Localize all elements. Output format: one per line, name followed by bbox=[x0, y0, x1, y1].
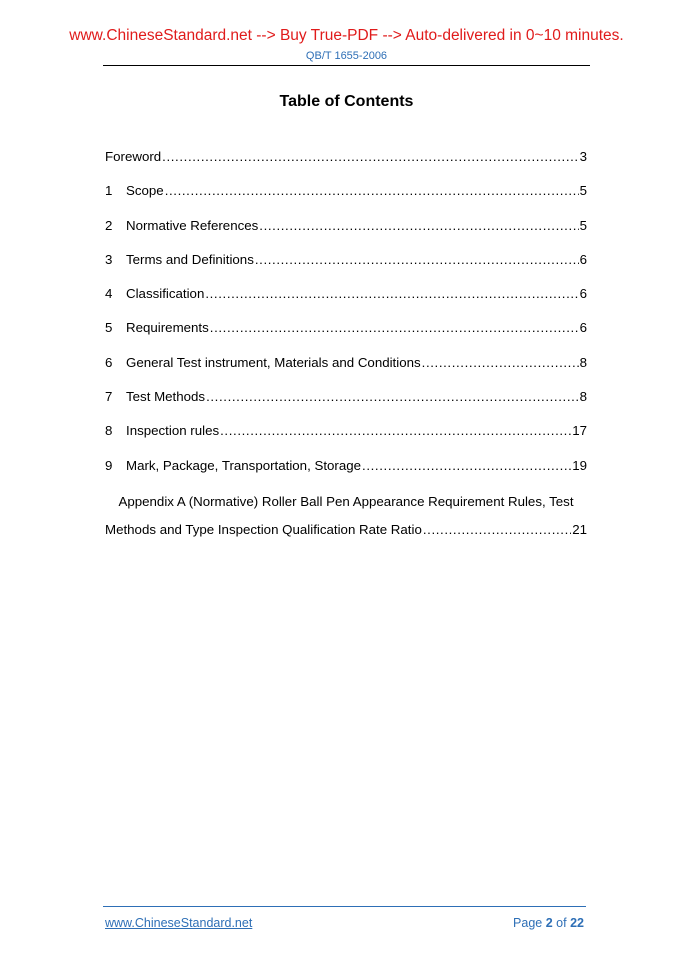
toc-entry-label: Scope bbox=[126, 183, 164, 199]
total-page-count: 22 bbox=[570, 916, 584, 930]
toc-entry-page: 19 bbox=[572, 457, 587, 473]
toc-entry-page: 3 bbox=[579, 149, 587, 164]
header-divider bbox=[103, 65, 590, 66]
toc-entry-test-methods[interactable] bbox=[105, 389, 587, 423]
toc-entry-number: 1 bbox=[105, 183, 113, 199]
toc-entry-label: Terms and Definitions bbox=[126, 251, 254, 267]
toc-entry-label: Normative References bbox=[126, 217, 259, 233]
dot-leader bbox=[210, 320, 579, 335]
toc-entry-terms-definitions[interactable] bbox=[105, 252, 587, 286]
toc-entry-page: 6 bbox=[579, 320, 587, 336]
toc-entry-mark-package[interactable] bbox=[105, 458, 587, 492]
toc-entry-page: 6 bbox=[579, 286, 587, 302]
dot-leader bbox=[220, 423, 571, 438]
toc-entry-number: 6 bbox=[105, 354, 113, 370]
toc-entry-label: Test Methods bbox=[126, 389, 206, 405]
dot-leader bbox=[423, 522, 571, 537]
toc-entry-normative-references[interactable] bbox=[105, 218, 587, 252]
toc-entry-foreword[interactable] bbox=[105, 149, 587, 183]
toc-entry-classification[interactable] bbox=[105, 286, 587, 320]
toc-entry-number: 5 bbox=[105, 320, 113, 336]
toc-entry-label: Mark, Package, Transportation, Storage bbox=[126, 457, 362, 473]
toc-entry-requirements[interactable] bbox=[105, 320, 587, 354]
dot-leader bbox=[165, 183, 579, 198]
table-of-contents bbox=[105, 149, 587, 556]
footer-divider bbox=[103, 906, 586, 907]
page-of-label: of bbox=[556, 916, 567, 930]
page-title: Table of Contents bbox=[279, 93, 414, 110]
toc-entry-label: Foreword bbox=[105, 149, 162, 164]
toc-entry-label: Appendix A (Normative) Roller Ball Pen Appearance Requirement Rules, Test bbox=[118, 493, 574, 509]
toc-entry-label: Methods and Type Inspection Qualification Rate Ratio bbox=[105, 521, 422, 537]
toc-entry-appendix-line2 bbox=[105, 522, 587, 556]
dot-leader bbox=[255, 252, 579, 267]
toc-entry-number: 3 bbox=[105, 251, 113, 267]
toc-entry-label: Classification bbox=[126, 286, 205, 302]
toc-entry-inspection-rules[interactable] bbox=[105, 423, 587, 457]
dot-leader bbox=[205, 286, 578, 301]
page-indicator bbox=[513, 916, 584, 930]
toc-entry-page: 5 bbox=[579, 217, 587, 233]
toc-entry-page: 17 bbox=[572, 423, 587, 439]
toc-entry-number: 8 bbox=[105, 423, 113, 439]
toc-entry-label: Requirements bbox=[126, 320, 209, 336]
dot-leader bbox=[162, 149, 578, 164]
toc-entry-page: 6 bbox=[579, 251, 587, 267]
toc-entry-number: 9 bbox=[105, 457, 113, 473]
toc-entry-page: 8 bbox=[579, 389, 587, 405]
promo-banner[interactable]: www.ChineseStandard.net --> Buy True-PDF --> Auto-delivered in 0~10 minutes. bbox=[69, 27, 624, 44]
toc-entry-label: Inspection rules bbox=[126, 423, 220, 439]
toc-entry-scope[interactable] bbox=[105, 183, 587, 217]
toc-entry-number: 2 bbox=[105, 217, 113, 233]
toc-entry-number: 7 bbox=[105, 389, 113, 405]
toc-entry-label: General Test instrument, Materials and Conditions bbox=[126, 354, 421, 370]
toc-entry-page: 21 bbox=[572, 521, 587, 537]
dot-leader bbox=[422, 355, 579, 370]
current-page-number: 2 bbox=[545, 916, 553, 930]
page-label: Page bbox=[513, 916, 543, 930]
dot-leader bbox=[362, 458, 571, 473]
toc-entry-page: 8 bbox=[579, 354, 587, 370]
toc-entry-general-test[interactable] bbox=[105, 355, 587, 389]
toc-entry-appendix-a[interactable] bbox=[105, 492, 587, 556]
dot-leader bbox=[259, 218, 578, 233]
document-id: QB/T 1655-2006 bbox=[305, 50, 388, 62]
toc-entry-page: 5 bbox=[579, 183, 587, 199]
footer-website-link[interactable]: www.ChineseStandard.net bbox=[105, 916, 253, 930]
dot-leader bbox=[206, 389, 579, 404]
toc-entry-number: 4 bbox=[105, 286, 113, 302]
